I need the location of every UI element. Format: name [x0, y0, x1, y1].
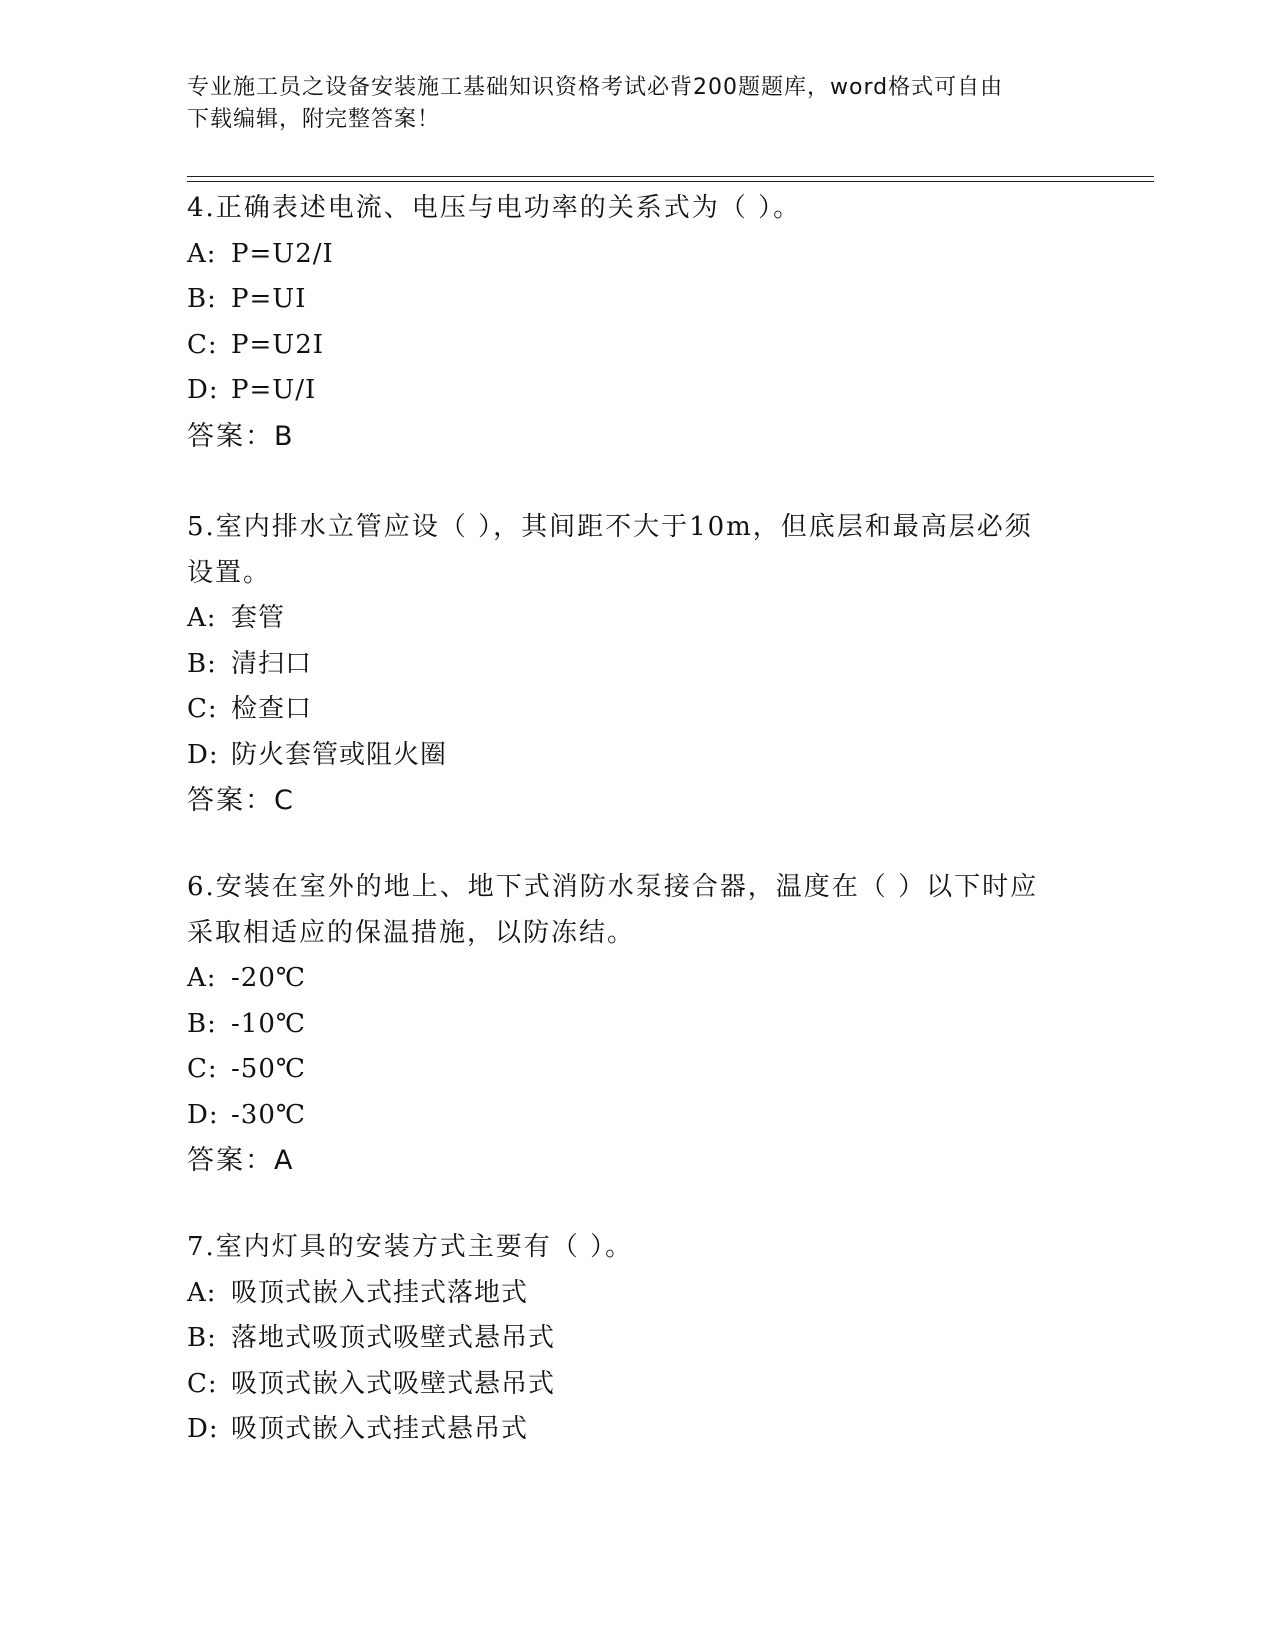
option-a — [187, 596, 1077, 642]
option-text: P=U2I — [231, 329, 325, 360]
header-divider-bottom — [187, 181, 1154, 182]
option-text: P=U/I — [231, 375, 317, 405]
option-key: D: — [187, 375, 219, 405]
question-stem-line-2: 设置。 — [187, 557, 272, 588]
option-text: 吸顶式嵌入式挂式落地式 — [231, 1277, 529, 1308]
option-key: C: — [187, 329, 218, 360]
option-key: B: — [187, 1008, 217, 1039]
question-stem-line-1: 6.安装在室外的地上、地下式消防水泵接合器，温度在（ ）以下时应 — [187, 872, 1039, 902]
option-key: B: — [187, 284, 217, 314]
option-text: 清扫口 — [231, 648, 313, 679]
option-c — [187, 1047, 1077, 1093]
answer: 答案：C — [187, 785, 295, 816]
question-stem-line-1: 5.室内排水立管应设（ ），其间距不大于10m，但底层和最高层必须 — [187, 512, 1033, 542]
option-key: D: — [187, 1414, 219, 1444]
header-line-1: 专业施工员之设备安装施工基础知识资格考试必背200题题库，word格式可自由 — [187, 75, 1004, 100]
option-key: A: — [187, 603, 217, 633]
question-stem-line-2: 采取相适应的保温措施，以防冻结。 — [187, 917, 636, 948]
question-5 — [187, 505, 1077, 824]
option-a — [187, 956, 1077, 1002]
option-b — [187, 1002, 1077, 1048]
question-6 — [187, 865, 1077, 1184]
option-b — [187, 277, 1077, 323]
option-key: D: — [187, 739, 219, 770]
question-7 — [187, 1225, 1077, 1453]
option-key: B: — [187, 1323, 217, 1353]
option-text: 落地式吸顶式吸壁式悬吊式 — [231, 1323, 556, 1353]
option-d — [187, 733, 1077, 779]
option-key: A: — [187, 963, 217, 993]
option-text: 检查口 — [231, 694, 313, 724]
option-key: D: — [187, 1099, 219, 1130]
option-text: 吸顶式嵌入式挂式悬吊式 — [231, 1414, 529, 1444]
option-text: P=UI — [231, 284, 307, 314]
option-text: 套管 — [231, 603, 286, 633]
answer: 答案：B — [187, 420, 295, 452]
question-stem: 7.室内灯具的安装方式主要有（ ）。 — [187, 1232, 634, 1262]
option-text: 吸顶式嵌入式吸壁式悬吊式 — [231, 1368, 556, 1399]
option-text: -30℃ — [231, 1099, 306, 1130]
answer: 答案：A — [187, 1145, 295, 1176]
header-divider-top — [187, 176, 1154, 177]
option-key: B: — [187, 648, 217, 679]
option-text: -50℃ — [231, 1054, 306, 1084]
option-a — [187, 1271, 1077, 1317]
option-d — [187, 1093, 1077, 1139]
option-b — [187, 1316, 1077, 1362]
option-c — [187, 323, 1077, 369]
header-line-2: 下载编辑，附完整答案！ — [187, 107, 441, 132]
option-a — [187, 232, 1077, 278]
option-key: C: — [187, 694, 218, 724]
option-d — [187, 368, 1077, 414]
document-header — [187, 72, 1087, 136]
option-key: A: — [187, 1277, 217, 1308]
option-key: C: — [187, 1054, 218, 1084]
option-b — [187, 642, 1077, 688]
question-stem: 4.正确表述电流、电压与电功率的关系式为（ ）。 — [187, 193, 802, 223]
option-c — [187, 687, 1077, 733]
option-key: A: — [187, 238, 217, 269]
option-c — [187, 1362, 1077, 1408]
question-4 — [187, 186, 1077, 459]
option-text: -20℃ — [231, 963, 306, 993]
option-text: -10℃ — [231, 1008, 306, 1039]
option-text: P=U2/I — [231, 238, 334, 269]
option-d — [187, 1407, 1077, 1453]
option-key: C: — [187, 1368, 218, 1399]
option-text: 防火套管或阻火圈 — [231, 739, 448, 770]
